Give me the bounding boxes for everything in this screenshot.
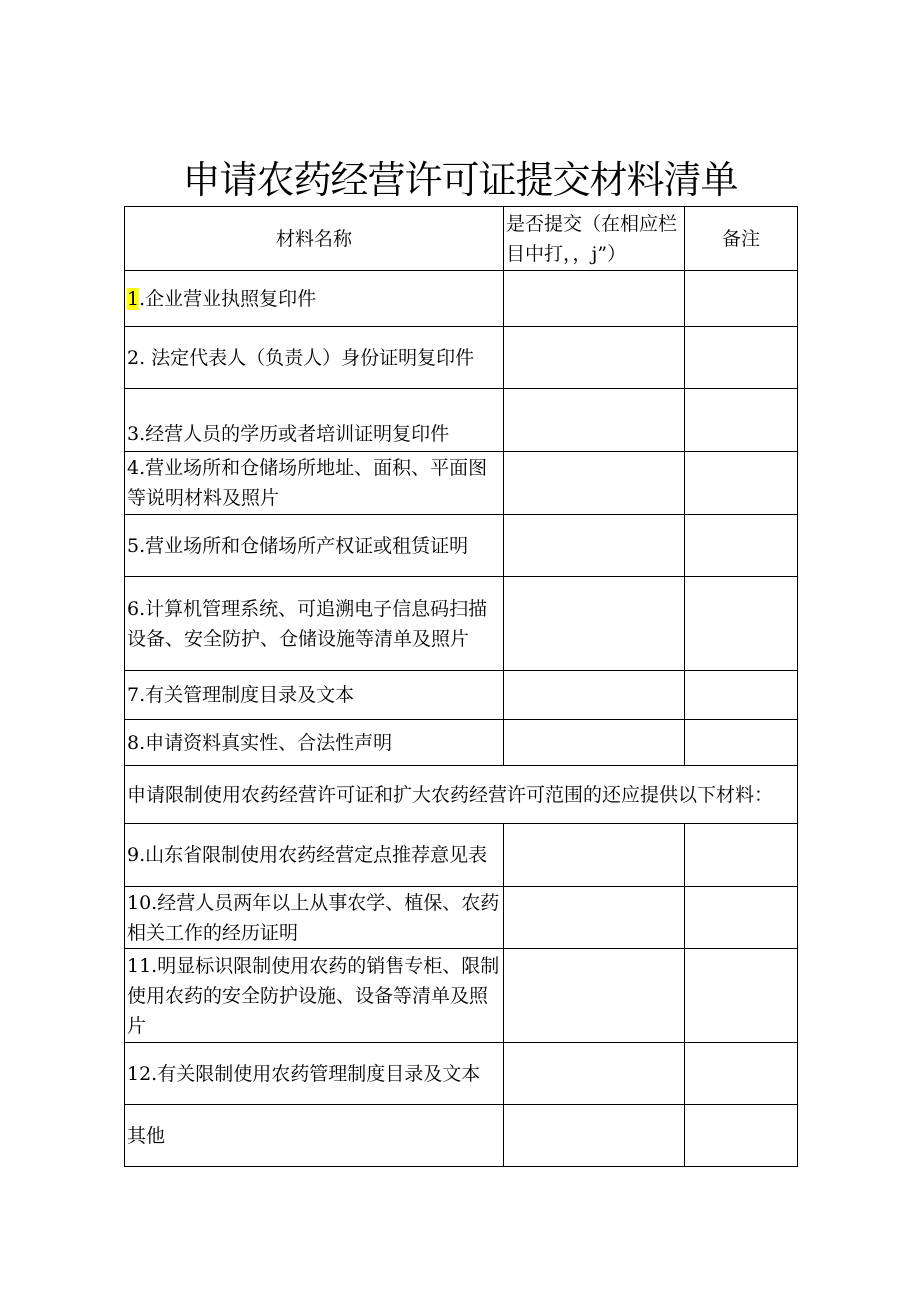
item-4: 4.营业场所和仓储场所地址、面积、平面图等说明材料及照片	[125, 452, 504, 515]
item-5: 5.营业场所和仓储场所产权证或租赁证明	[125, 515, 504, 577]
item-3: 3.经营人员的学历或者培训证明复印件	[125, 389, 504, 452]
header-note: 备注	[685, 207, 798, 271]
highlighted-number: 1	[127, 287, 140, 310]
item-11: 11.明显标识限制使用农药的销售专柜、限制使用农药的安全防护设施、设备等清单及照片	[125, 949, 504, 1043]
submitted-cell[interactable]	[504, 720, 685, 766]
table-header-row	[125, 207, 798, 271]
submitted-cell[interactable]	[504, 1043, 685, 1105]
submitted-cell[interactable]	[504, 452, 685, 515]
submitted-cell[interactable]	[504, 515, 685, 577]
note-cell[interactable]	[685, 577, 798, 671]
table-row	[125, 577, 798, 671]
item-1	[125, 271, 504, 327]
item-text: .企业营业执照复印件	[139, 287, 317, 310]
item-9: 9.山东省限制使用农药经营定点推荐意见表	[125, 824, 504, 887]
item-10: 10.经营人员两年以上从事农学、植保、农药相关工作的经历证明	[125, 887, 504, 949]
item-2: 2. 法定代表人（负责人）身份证明复印件	[125, 327, 504, 389]
table-row	[125, 271, 798, 327]
note-cell[interactable]	[685, 1043, 798, 1105]
note-cell[interactable]	[685, 452, 798, 515]
section-row	[125, 766, 798, 824]
table-row	[125, 1105, 798, 1167]
submitted-cell[interactable]	[504, 327, 685, 389]
header-material-name: 材料名称	[125, 207, 504, 271]
submitted-cell[interactable]	[504, 824, 685, 887]
table-row	[125, 824, 798, 887]
note-cell[interactable]	[685, 887, 798, 949]
item-7: 7.有关管理制度目录及文本	[125, 671, 504, 720]
submitted-cell[interactable]	[504, 389, 685, 452]
submitted-cell[interactable]	[504, 271, 685, 327]
table-row	[125, 887, 798, 949]
note-cell[interactable]	[685, 671, 798, 720]
note-cell[interactable]	[685, 949, 798, 1043]
item-8: 8.申请资料真实性、合法性声明	[125, 720, 504, 766]
note-cell[interactable]	[685, 824, 798, 887]
note-cell[interactable]	[685, 327, 798, 389]
header-submitted: 是否提交（在相应栏目中打，，j”）	[504, 207, 685, 271]
table-row	[125, 671, 798, 720]
item-6: 6.计算机管理系统、可追溯电子信息码扫描设备、安全防护、仓储设施等清单及照片	[125, 577, 504, 671]
submitted-cell[interactable]	[504, 949, 685, 1043]
note-cell[interactable]	[685, 271, 798, 327]
note-cell[interactable]	[685, 515, 798, 577]
item-12: 12.有关限制使用农药管理制度目录及文本	[125, 1043, 504, 1105]
note-cell[interactable]	[685, 1105, 798, 1167]
submitted-cell[interactable]	[504, 577, 685, 671]
note-cell[interactable]	[685, 389, 798, 452]
table-row	[125, 515, 798, 577]
note-cell[interactable]	[685, 720, 798, 766]
table-row	[125, 720, 798, 766]
submitted-cell[interactable]	[504, 671, 685, 720]
item-other: 其他	[125, 1105, 504, 1167]
section-note: 申请限制使用农药经营许可证和扩大农药经营许可范围的还应提供以下材料：	[125, 766, 798, 824]
document-title: 申请农药经营许可证提交材料清单	[182, 158, 738, 202]
table-row	[125, 452, 798, 515]
table-row	[125, 949, 798, 1043]
table-row	[125, 389, 798, 452]
submitted-cell[interactable]	[504, 1105, 685, 1167]
table-row	[125, 327, 798, 389]
table-row	[125, 1043, 798, 1105]
materials-table	[124, 206, 798, 1167]
submitted-cell[interactable]	[504, 887, 685, 949]
